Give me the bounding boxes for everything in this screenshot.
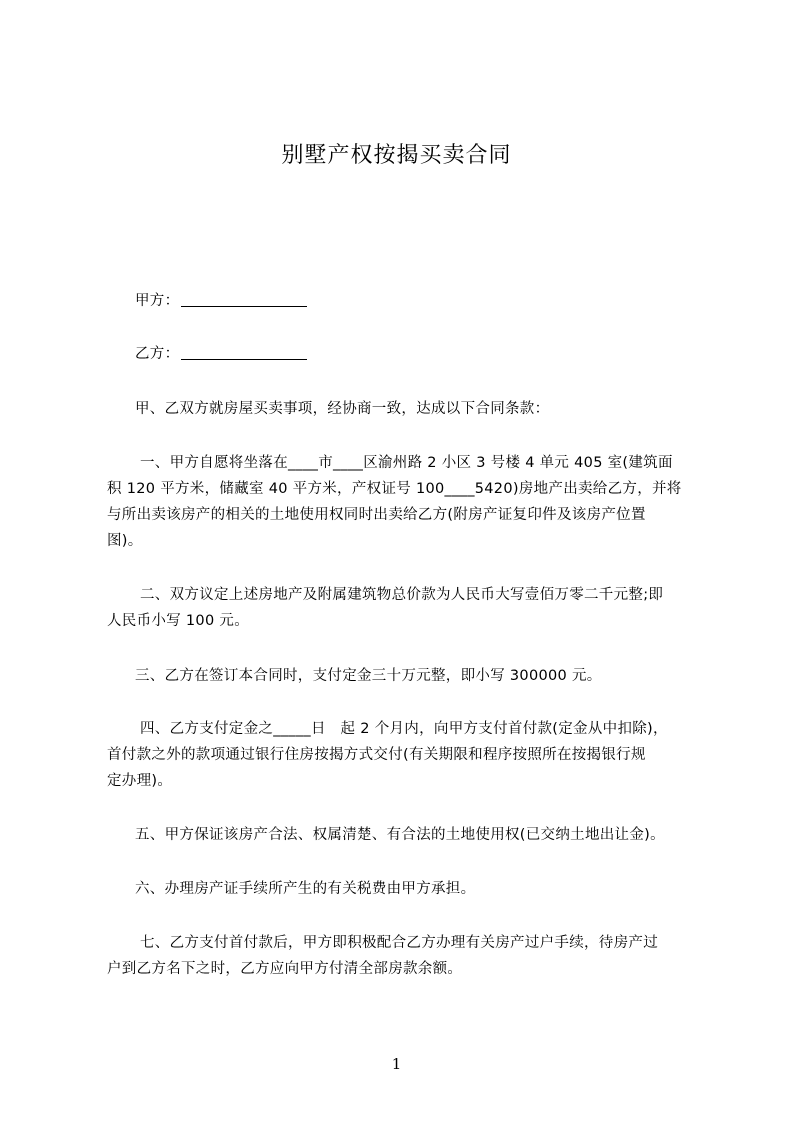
clause-3-line: 三、乙方在签订本合同时，支付定金三十万元整，即小写 300000 元。	[135, 668, 602, 684]
clause-7-line: 七、乙方支付首付款后，甲方即积极配合乙方办理有关房产过户手续，待房产过	[140, 935, 658, 951]
party-b-blank	[181, 344, 307, 360]
clause-2-line: 二、双方议定上述房地产及附属建筑物总价款为人民币大写壹佰万零二千元整;即	[140, 587, 664, 603]
clause-1-line: 与所出卖该房产的相关的土地使用权同时出卖给乙方(附房产证复印件及该房产位置	[107, 507, 646, 523]
clause-4-line: 定办理)。	[107, 773, 173, 789]
clause-1-line: 图)。	[107, 533, 143, 549]
document-title: 别墅产权按揭买卖合同	[281, 143, 512, 168]
party-b-field	[135, 341, 307, 367]
intro-paragraph: 甲、乙双方就房屋买卖事项，经协商一致，达成以下合同条款：	[135, 401, 550, 417]
party-a-label: 甲方：	[135, 293, 180, 309]
clause-1-line: 一、甲方自愿将坐落在____市____区渝州路 2 小区 3 号楼 4 单元 405 室(建筑面	[140, 455, 673, 471]
party-b-label: 乙方：	[135, 346, 180, 362]
party-a-blank	[181, 291, 307, 307]
clause-6-line: 六、办理房产证手续所产生的有关税费由甲方承担。	[135, 881, 476, 897]
clause-2-line: 人民币小写 100 元。	[107, 613, 249, 629]
clause-7-line: 户到乙方名下之时，乙方应向甲方付清全部房款余额。	[107, 961, 463, 977]
clause-5-line: 五、甲方保证该房产合法、权属清楚、有合法的土地使用权(已交纳土地出让金)。	[135, 827, 665, 843]
clause-4-line: 四、乙方支付定金之_____日 起 2 个月内，向甲方支付首付款(定金从中扣除)，	[140, 721, 668, 737]
page-number: 1	[391, 1055, 402, 1073]
party-a-field	[135, 288, 307, 314]
clause-4-line: 首付款之外的款项通过银行住房按揭方式交付(有关期限和程序按照所在按揭银行规	[107, 747, 646, 763]
clause-1-line: 积 120 平方米，储藏室 40 平方米，产权证号 100____5420)房地产出卖给乙方，并将	[107, 481, 682, 497]
